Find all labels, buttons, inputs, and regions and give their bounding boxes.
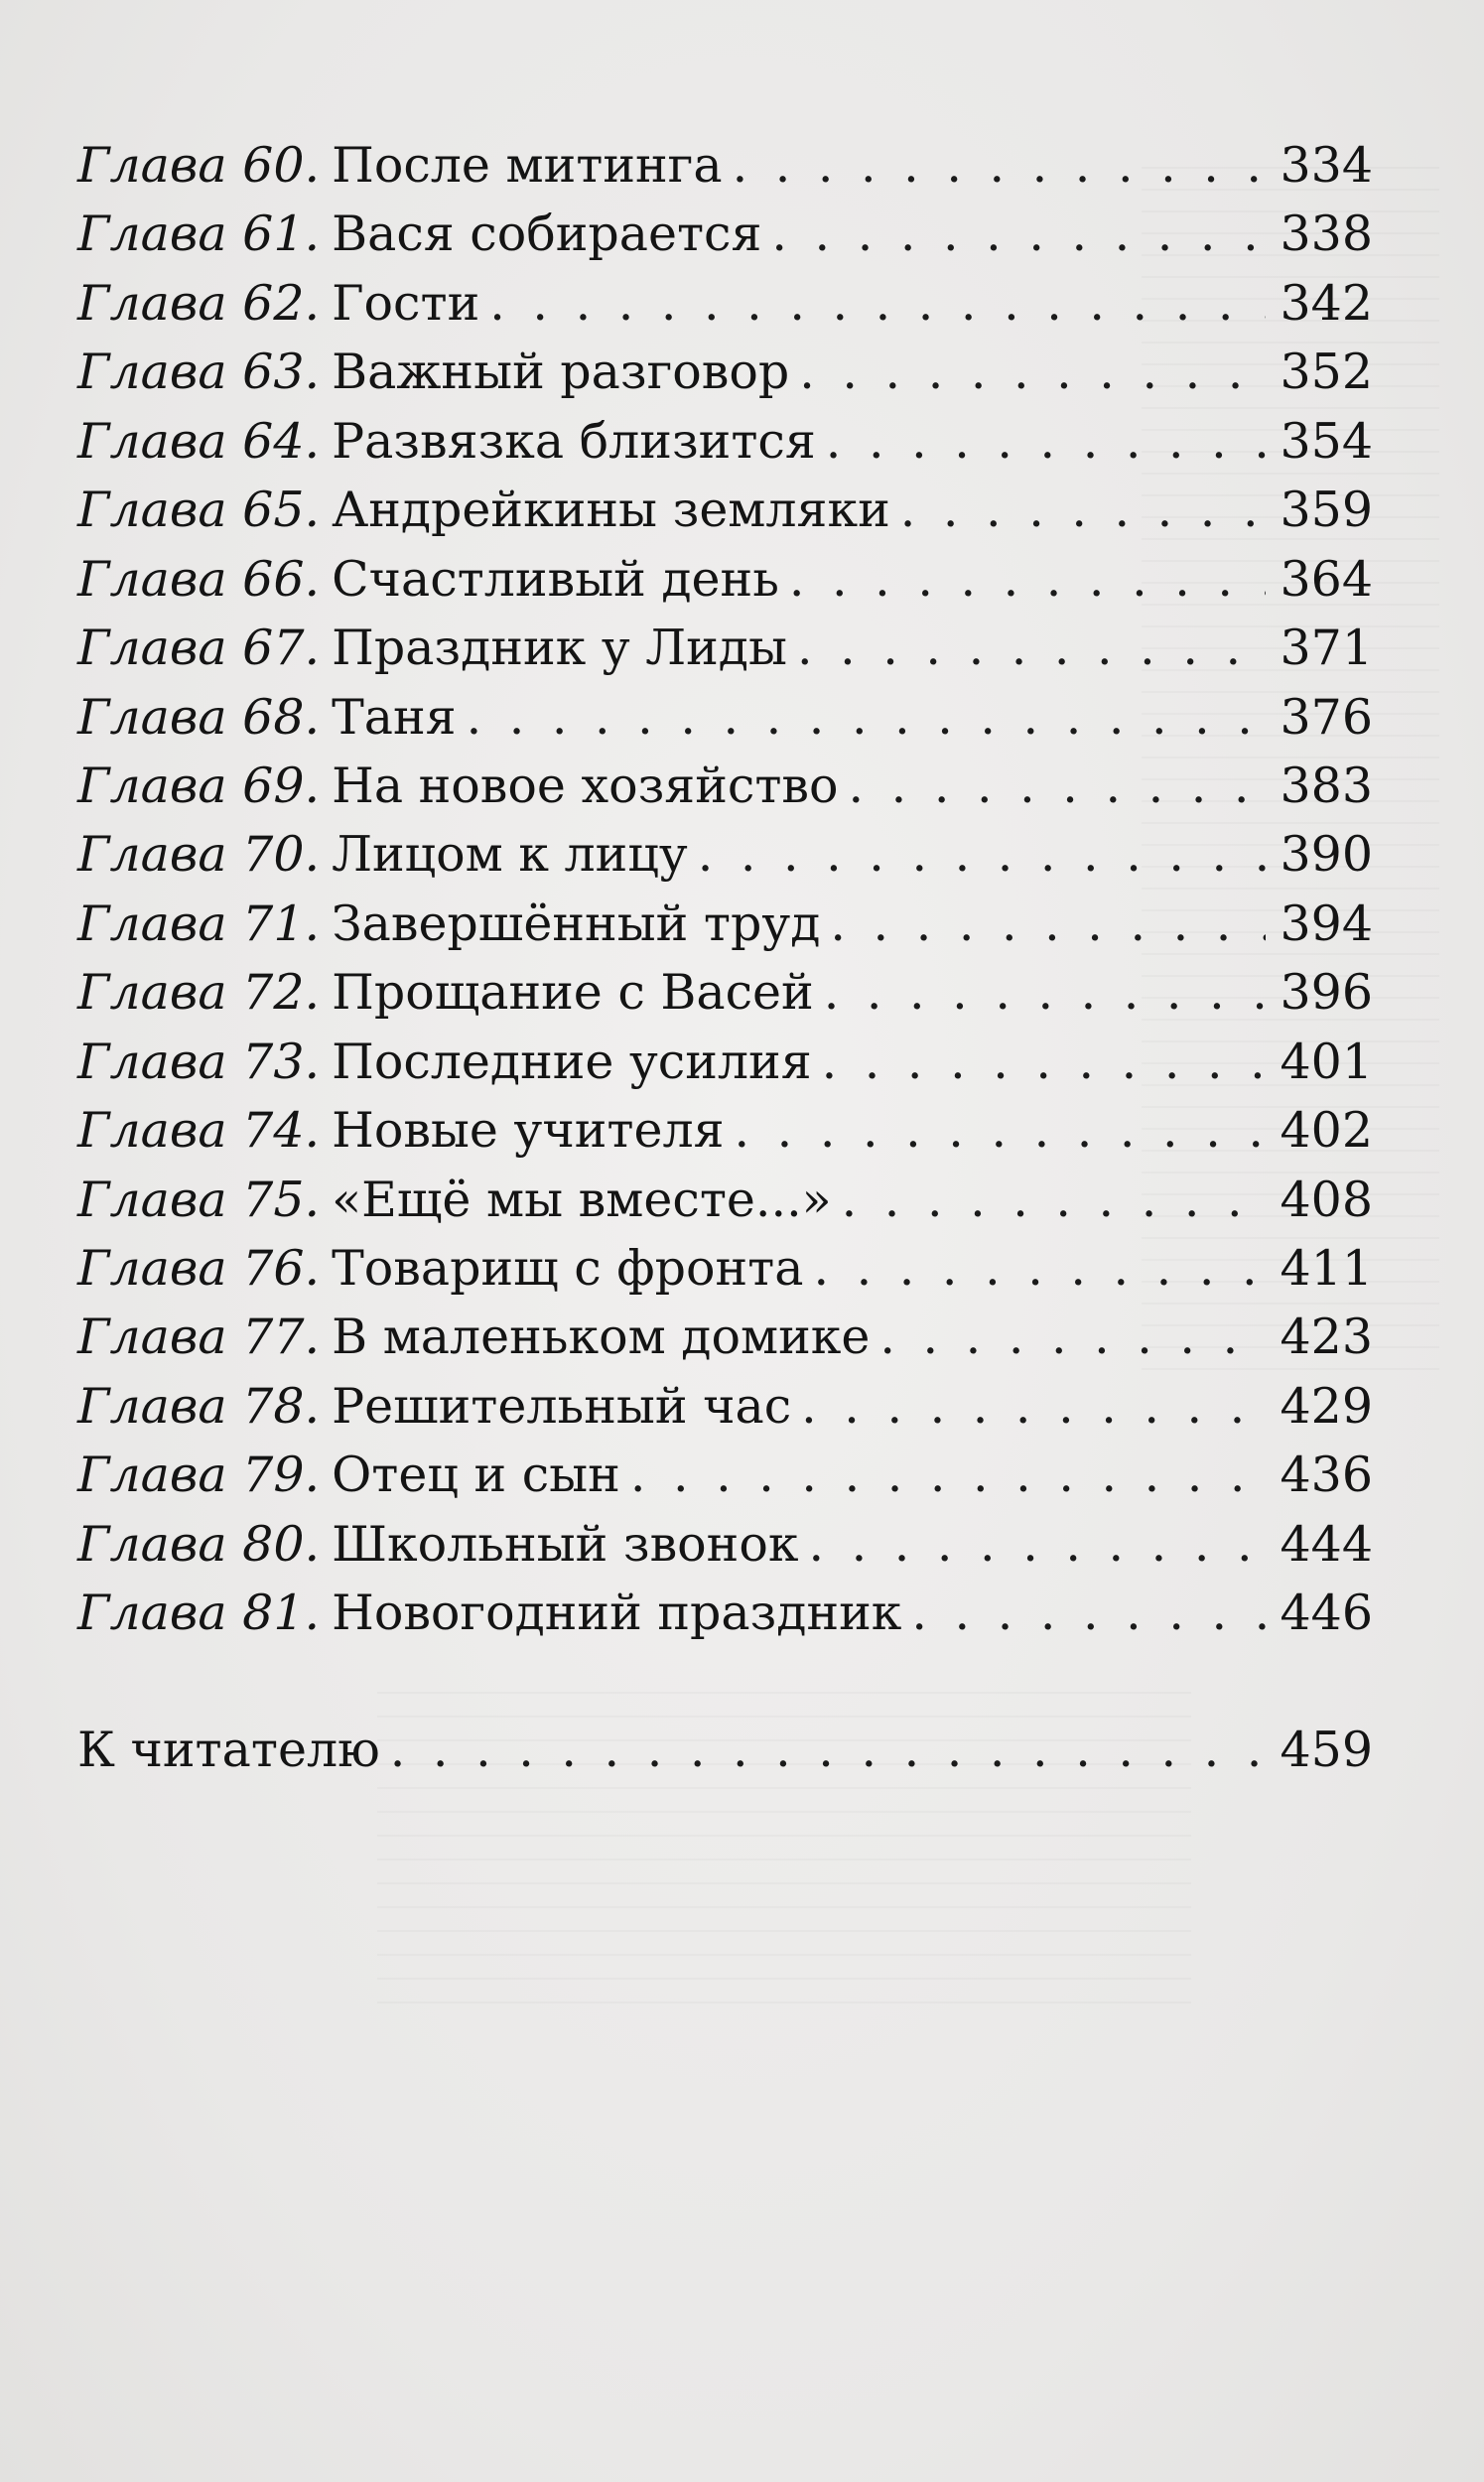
chapter-title: Новогодний праздник [332,1585,902,1642]
chapter-title: «Ещё мы вместе...» [332,1171,832,1228]
dot-leader [808,1510,1266,1579]
toc-entry [77,683,1373,752]
chapter-title: После митинга [332,137,723,194]
toc-entry [77,1234,1373,1303]
chapter-label: Глава 60. [77,137,321,194]
dot-leader [801,1372,1266,1441]
chapter-label: Глава 64. [77,412,321,470]
chapter-label: Глава 63. [77,344,321,401]
dot-leader [911,1579,1266,1647]
chapter-title: Вася собирается [332,206,762,263]
page-number: 354 [1280,412,1373,470]
chapter-label: Глава 69. [77,757,321,814]
toc-entry [77,338,1373,406]
dot-leader [797,614,1266,682]
chapter-title: Школьный звонок [332,1515,799,1573]
chapter-label: Глава 75. [77,1171,321,1228]
dot-leader [698,820,1266,889]
page-number: 359 [1280,482,1373,539]
page-number: 338 [1280,206,1373,263]
chapter-label: Глава 71. [77,895,321,952]
toc-entry [77,269,1373,338]
chapter-title: Развязка близится [332,412,816,470]
chapter-label: Глава 78. [77,1377,321,1435]
page-number: 342 [1280,274,1373,332]
toc-entry [77,131,1373,200]
toc-entry [77,820,1373,889]
chapter-title: Прощание с Васей [332,964,814,1022]
page-number: 444 [1280,1515,1373,1573]
afterword-title: К читателю [77,1722,380,1778]
toc-entry [77,545,1373,614]
chapter-title: Последние усилия [332,1033,812,1090]
page-number: 436 [1280,1447,1373,1504]
chapter-title: В маленьком домике [332,1309,871,1366]
toc-entry [77,200,1373,268]
toc-entry-afterword [77,1716,1373,1784]
dot-leader [826,407,1266,476]
dot-leader [824,958,1266,1027]
toc-entry [77,614,1373,682]
chapter-label: Глава 77. [77,1309,321,1366]
chapter-title: Товарищ с фронта [332,1240,804,1297]
chapter-label: Глава 65. [77,482,321,539]
toc-entry [77,958,1373,1027]
chapter-label: Глава 80. [77,1515,321,1573]
page-number: 459 [1280,1722,1373,1778]
toc-entry [77,1510,1373,1579]
chapter-title: Андрейкины земляки [332,482,890,539]
dot-leader [467,683,1266,752]
dot-leader [900,476,1266,544]
chapter-title: Решительный час [332,1377,792,1435]
chapter-title: Гости [332,274,480,332]
chapter-label: Глава 73. [77,1033,321,1090]
page-number: 383 [1280,757,1373,814]
table-of-contents [77,131,1373,1648]
dot-leader [842,1166,1266,1234]
chapter-label: Глава 68. [77,688,321,746]
toc-entry [77,476,1373,544]
page-number: 429 [1280,1377,1373,1435]
page-number: 334 [1280,137,1373,194]
chapter-title: Счастливый день [332,550,779,608]
toc-entry [77,1579,1373,1647]
page-number: 446 [1280,1585,1373,1642]
chapter-label: Глава 74. [77,1102,321,1160]
chapter-title: Отец и сын [332,1447,620,1504]
toc-entry [77,752,1373,820]
chapter-title: На новое хозяйство [332,757,839,814]
chapter-title: Новые учителя [332,1102,725,1160]
toc-entry [77,1028,1373,1096]
dot-leader [489,269,1266,338]
chapter-label: Глава 66. [77,550,321,608]
toc-entry [77,890,1373,958]
chapter-label: Глава 70. [77,826,321,884]
chapter-label: Глава 67. [77,620,321,677]
chapter-title: Таня [332,688,457,746]
chapter-title: Лицом к лицу [332,826,688,884]
page-number: 423 [1280,1309,1373,1366]
dot-leader [789,545,1266,614]
page-number: 411 [1280,1240,1373,1297]
dot-leader [733,131,1266,200]
dot-leader [735,1096,1266,1165]
page-number: 364 [1280,550,1373,608]
page-number: 394 [1280,895,1373,952]
toc-entry [77,1166,1373,1234]
toc-entry [77,1372,1373,1441]
page-number: 401 [1280,1033,1373,1090]
dot-leader [879,1303,1266,1371]
page-number: 390 [1280,826,1373,884]
dot-leader [390,1716,1266,1784]
toc-entry [77,1303,1373,1371]
page-number: 352 [1280,344,1373,401]
toc-entry [77,407,1373,476]
chapter-label: Глава 76. [77,1240,321,1297]
page-number: 408 [1280,1171,1373,1228]
dot-leader [630,1441,1266,1509]
chapter-label: Глава 72. [77,964,321,1022]
page-number: 402 [1280,1102,1373,1160]
chapter-label: Глава 79. [77,1447,321,1504]
dot-leader [830,890,1266,958]
chapter-label: Глава 61. [77,206,321,263]
page-number: 371 [1280,620,1373,677]
chapter-title: Праздник у Лиды [332,620,787,677]
dot-leader [771,200,1266,268]
page-number: 396 [1280,964,1373,1022]
chapter-label: Глава 81. [77,1585,321,1642]
chapter-title: Завершённый труд [332,895,821,952]
dot-leader [799,338,1266,406]
page-number: 376 [1280,688,1373,746]
toc-entry [77,1441,1373,1509]
chapter-title: Важный разговор [332,344,790,401]
toc-entry [77,1096,1373,1165]
dot-leader [822,1028,1266,1096]
chapter-label: Глава 62. [77,274,321,332]
afterword-section [77,1716,1373,1784]
dot-leader [813,1234,1266,1303]
dot-leader [849,752,1266,820]
